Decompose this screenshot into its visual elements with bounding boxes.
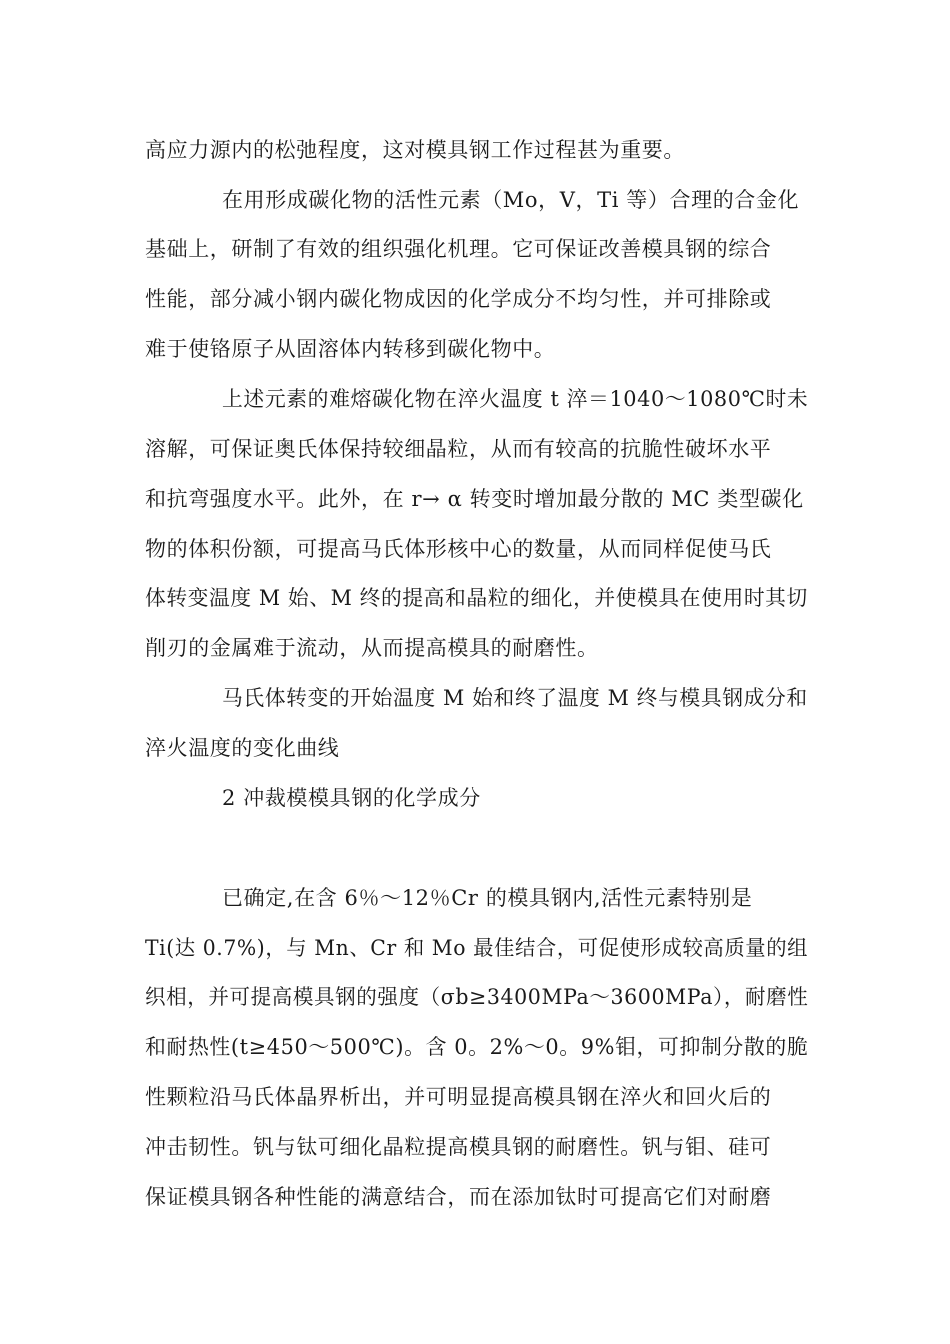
text-line: 冲击韧性。钒与钛可细化晶粒提高模具钢的耐磨性。钒与钼、硅可: [145, 1135, 772, 1159]
text-line: 溶解，可保证奥氏体保持较细晶粒，从而有较高的抗脆性破坏水平: [145, 437, 772, 461]
text-line: 高应力源内的松弛程度，这对模具钢工作过程甚为重要。: [145, 138, 685, 162]
text-line: 上述元素的难熔碳化物在淬火温度 t 淬＝1040～1080℃时未: [222, 387, 809, 411]
text-line: 性能，部分减小钢内碳化物成因的化学成分不均匀性，并可排除或: [145, 287, 772, 311]
text-line: 体转变温度 M 始、M 终的提高和晶粒的细化，并使模具在使用时其切: [145, 586, 808, 610]
text-line: Ti(达 0.7%)，与 Mn、Cr 和 Mo 最佳结合，可促使形成较高质量的组: [145, 936, 809, 960]
text-line: 马氏体转变的开始温度 M 始和终了温度 M 终与模具钢成分和: [222, 686, 808, 710]
text-line: 在用形成碳化物的活性元素（Mo，V，Ti 等）合理的合金化: [222, 188, 800, 212]
text-line: 难于使铬原子从固溶体内转移到碳化物中。: [145, 337, 556, 361]
text-line: 已确定,在含 6％～12％Cr 的模具钢内,活性元素特别是: [222, 886, 753, 910]
text-line: 保证模具钢各种性能的满意结合，而在添加钛时可提高它们对耐磨: [145, 1185, 772, 1209]
text-line: 淬火温度的变化曲线: [145, 736, 340, 760]
text-line: 性颗粒沿马氏体晶界析出，并可明显提高模具钢在淬火和回火后的: [145, 1085, 772, 1109]
text-line: 和抗弯强度水平。此外，在 r→ α 转变时增加最分散的 MC 类型碳化: [145, 487, 804, 511]
text-line: 基础上，研制了有效的组织强化机理。它可保证改善模具钢的综合: [145, 237, 772, 261]
text-line: 织相，并可提高模具钢的强度（σb≥3400MPa～3600MPa），耐磨性: [145, 985, 809, 1009]
text-line: 和耐热性(t≥450～500℃)。含 0。2%～0。9%钼，可抑制分散的脆: [145, 1035, 809, 1059]
text-line: 削刃的金属难于流动，从而提高模具的耐磨性。: [145, 636, 599, 660]
section-heading: 2 冲裁模模具钢的化学成分: [222, 786, 481, 810]
text-line: 物的体积份额，可提高马氏体形核中心的数量，从而同样促使马氏: [145, 537, 772, 561]
